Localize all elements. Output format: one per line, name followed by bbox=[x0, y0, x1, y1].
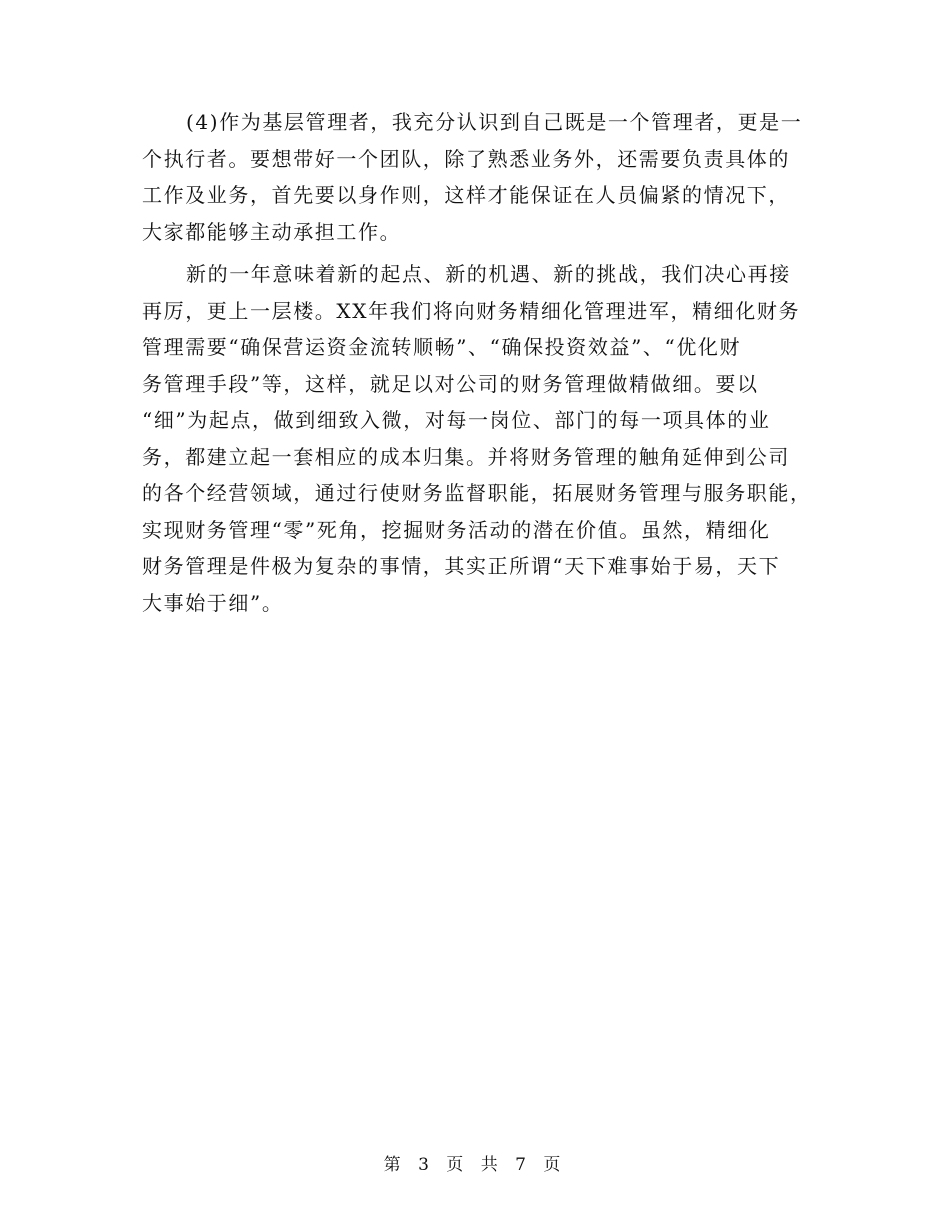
text-line: 大事始于细”。 bbox=[142, 590, 284, 615]
text-line: 管理需要“确保营运资金流转顺畅”、“确保投资效益”、“优化财 bbox=[142, 335, 742, 359]
text-line: 大家都能够主动承担工作。 bbox=[142, 219, 402, 244]
text-line: “细”为起点，做到细致入微，对每一岗位、部门的每一项具体的业 bbox=[142, 408, 771, 432]
text-line: 务，都建立起一套相应的成本归集。并将财务管理的触角延伸到公司 bbox=[142, 444, 790, 469]
document-body bbox=[142, 104, 812, 627]
text-line: 实现财务管理“零”死角，挖掘财务活动的潜在价值。虽然，精细化 bbox=[142, 517, 771, 542]
paragraph-2 bbox=[142, 256, 812, 621]
text-line: 的各个经营领域，通过行使财务监督职能，拓展财务管理与服务职能， bbox=[142, 481, 812, 505]
text-line: 务管理手段”等，这样，就足以对公司的财务管理做精做细。要以 bbox=[142, 371, 759, 396]
text-line: 个执行者。要想带好一个团队，除了熟悉业务外，还需要负责具体的 bbox=[142, 146, 790, 171]
page-number-footer: 第 3 页 共 7 页 bbox=[383, 1155, 567, 1175]
text-line: 新的一年意味着新的起点、新的机遇、新的挑战，我们决心再接 bbox=[186, 262, 791, 286]
text-line: 财务管理是件极为复杂的事情，其实正所谓“天下难事始于易，天下 bbox=[142, 554, 781, 578]
text-line: (4)作为基层管理者，我充分认识到自己既是一个管理者，更是一 bbox=[186, 110, 803, 134]
text-line: 工作及业务，首先要以身作则，这样才能保证在人员偏紧的情况下， bbox=[142, 183, 790, 207]
paragraph-1 bbox=[142, 104, 808, 250]
text-line: 再厉，更上一层楼。XX年我们将向财务精细化管理进军，精细化财务 bbox=[142, 298, 801, 323]
